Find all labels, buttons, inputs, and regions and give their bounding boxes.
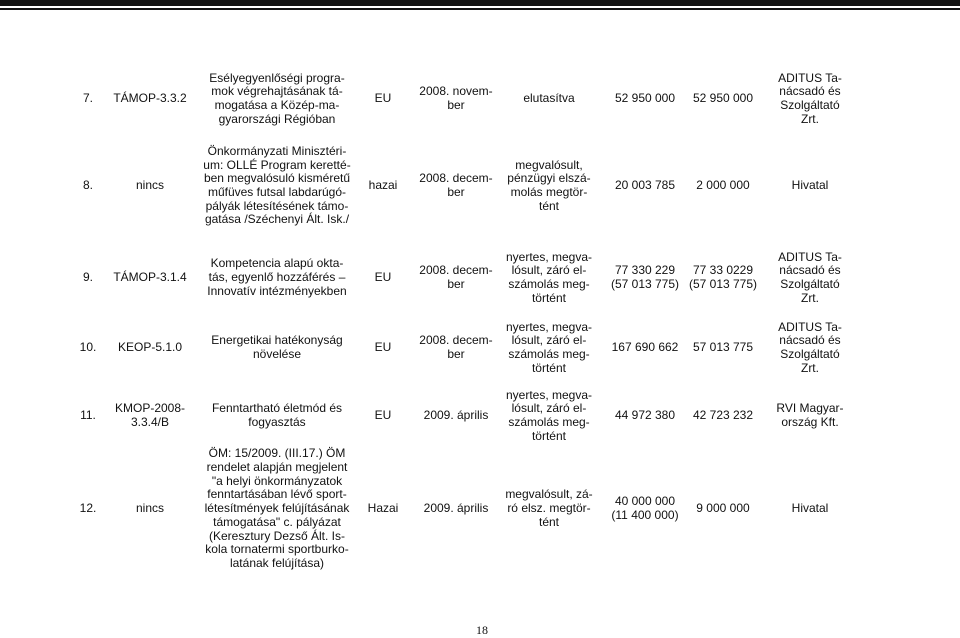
- funding-source: EU: [374, 408, 392, 423]
- implementer: ADITUS Ta- nácsadó és Szolgáltató Zrt.: [778, 70, 842, 126]
- awarded-amount: 42 723 232: [692, 408, 754, 423]
- submission-date: 2008. novem- ber: [419, 84, 493, 112]
- implementer: RVI Magyar- ország Kft.: [776, 401, 844, 429]
- program-code: TÁMOP-3.3.2: [113, 91, 187, 106]
- funding-source: Hazai: [367, 501, 399, 516]
- submission-date: 2008. decem- ber: [419, 263, 493, 291]
- awarded-amount: 9 000 000: [696, 501, 750, 516]
- implementer: ADITUS Ta- nácsadó és Szolgáltató Zrt.: [778, 319, 842, 375]
- awarded-amount: 57 013 775: [692, 340, 754, 355]
- row-number: 10.: [79, 340, 97, 355]
- implementer: ADITUS Ta- nácsadó és Szolgáltató Zrt.: [778, 249, 842, 305]
- project-title: Esélyegyenlőségi progra- mok végrehajtásának tá- mogatása a Közép-ma- gyarországi Régióban: [209, 70, 345, 126]
- project-status: megvalósult, zá- ró elsz. megtör- tént: [505, 487, 593, 529]
- row-number: 8.: [82, 178, 93, 193]
- top-rule-thick: [0, 0, 960, 6]
- implementer: Hivatal: [791, 178, 829, 193]
- requested-amount: 52 950 000: [614, 91, 676, 106]
- table-row: [0, 446, 960, 572]
- funding-source: EU: [374, 91, 392, 106]
- project-status: nyertes, megva- lósult, záró el- számolás meg- történt: [505, 387, 593, 443]
- row-number: 11.: [80, 408, 96, 423]
- funding-source: EU: [374, 270, 392, 285]
- awarded-amount: 52 950 000: [692, 91, 754, 106]
- row-number: 7.: [82, 91, 93, 106]
- table-row: [0, 386, 960, 446]
- row-number: 9.: [82, 270, 93, 285]
- page-number: 18: [476, 623, 488, 637]
- program-code: KMOP-2008- 3.3.4/B: [114, 401, 186, 429]
- top-rule-thin: [0, 8, 960, 10]
- table-row: [0, 318, 960, 378]
- project-title: Energetikai hatékonyság növelése: [211, 333, 343, 361]
- funding-source: EU: [374, 340, 392, 355]
- program-code: nincs: [135, 178, 164, 193]
- awarded-amount: 2 000 000: [696, 178, 750, 193]
- submission-date: 2009. április: [423, 408, 489, 423]
- table-row: [0, 142, 960, 230]
- project-status: nyertes, megva- lósult, záró el- számolás meg- történt: [505, 319, 593, 375]
- program-code: KEOP-5.1.0: [117, 340, 183, 355]
- funding-source: hazai: [368, 178, 398, 193]
- submission-date: 2008. decem- ber: [419, 171, 493, 199]
- requested-amount: 44 972 380: [614, 408, 676, 423]
- program-code: nincs: [135, 501, 164, 516]
- submission-date: 2009. április: [423, 501, 489, 516]
- requested-amount: 167 690 662: [611, 340, 679, 355]
- project-status: elutasítva: [523, 91, 575, 106]
- project-title: Önkormányzati Minisztéri- um: OLLÉ Program keretté- ben megvalósuló kisméretű műfüves futsal labdarúgó- pályák létesítésének támo- gatása /Széchenyi Ált. Isk./: [203, 143, 351, 227]
- project-title: Fenntartható életmód és fogyasztás: [211, 401, 343, 429]
- requested-amount: 20 003 785: [614, 178, 676, 193]
- project-status: nyertes, megva- lósult, záró el- számolás meg- történt: [505, 249, 593, 305]
- project-status: megvalósult, pénzügyi elszá- molás megtör- tént: [507, 157, 591, 213]
- project-title: Kompetencia alapú okta- tás, egyenlő hozzáférés – Innovatív intézményekben: [207, 256, 347, 298]
- program-code: TÁMOP-3.1.4: [113, 270, 187, 285]
- requested-amount: 77 330 229 (57 013 775): [610, 263, 680, 291]
- table-row: [0, 66, 960, 132]
- project-title: ÖM: 15/2009. (III.17.) ÖM rendelet alapján megjelent "a helyi önkormányzatok fenntartásában lévő sport- létesítmények felújításának támogatása" c. pályázat (Keresztury Dezső Ált. Is- kola tornatermi sportburko- latának felújítása): [204, 446, 350, 570]
- requested-amount: 40 000 000 (11 400 000): [611, 494, 679, 522]
- submission-date: 2008. decem- ber: [419, 333, 493, 361]
- awarded-amount: 77 33 0229 (57 013 775): [688, 263, 758, 291]
- table-row: [0, 246, 960, 310]
- implementer: Hivatal: [791, 501, 829, 516]
- row-number: 12.: [79, 501, 97, 516]
